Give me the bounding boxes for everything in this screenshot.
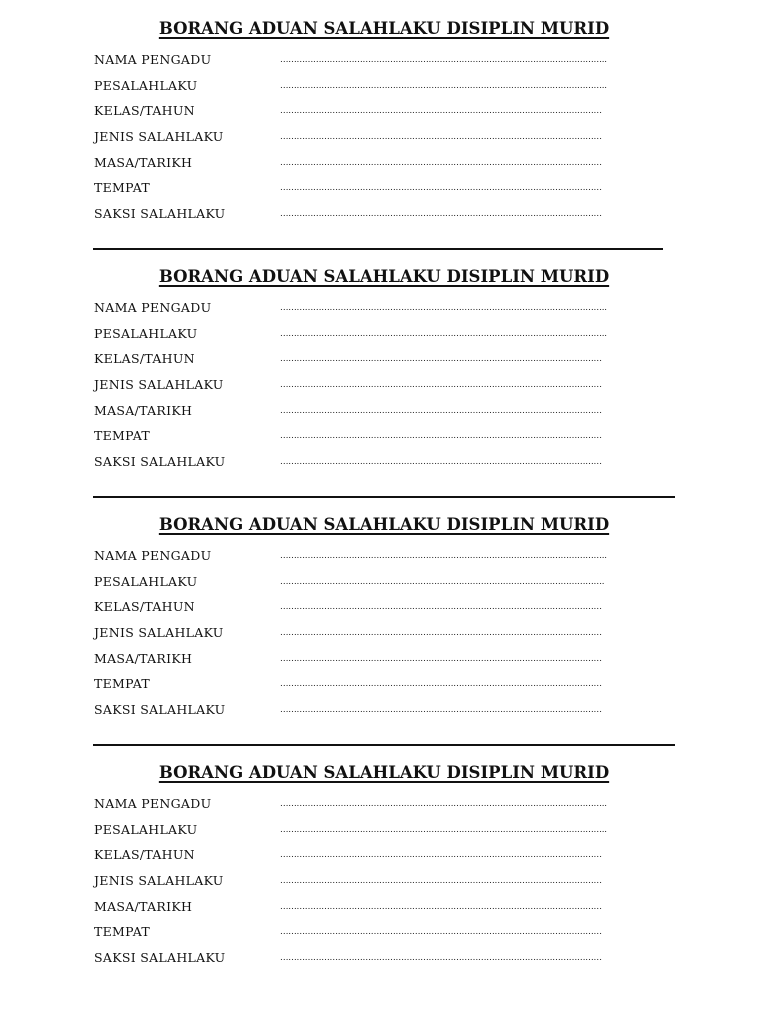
field-pesalahlaku xyxy=(94,572,694,592)
field-label: MASA/TARIKH xyxy=(94,651,193,666)
field-saksi-salahlaku xyxy=(94,700,694,720)
fill-in-line[interactable]: ……………………………………………………………………………………………………… xyxy=(280,406,602,416)
field-label: TEMPAT xyxy=(94,180,151,195)
fill-in-line[interactable]: ……………………………………………………………………………………………………….. xyxy=(280,303,607,313)
section-divider xyxy=(93,744,675,746)
fill-in-line[interactable]: ……………………………………………………………………………………………………… xyxy=(280,132,602,142)
fill-in-line[interactable]: ……………………………………………………………………………………………………….. xyxy=(280,81,607,91)
field-jenis-salahlaku xyxy=(94,375,694,395)
field-label: KELAS/TAHUN xyxy=(94,847,195,862)
fill-in-line[interactable]: ……………………………………………………………………………………………………… xyxy=(280,876,602,886)
field-tempat xyxy=(94,178,694,198)
fill-in-line[interactable]: ………………………………………………………………………………………………………. xyxy=(280,577,605,587)
field-tempat xyxy=(94,674,694,694)
fill-in-line[interactable]: ……………………………………………………………………………………………………… xyxy=(280,431,602,441)
fill-in-line[interactable]: ……………………………………………………………………………………………………… xyxy=(280,354,602,364)
field-tempat xyxy=(94,922,694,942)
field-pesalahlaku xyxy=(94,76,694,96)
field-label: PESALAHLAKU xyxy=(94,822,198,837)
fill-in-line[interactable]: ……………………………………………………………………………………………………… xyxy=(280,654,602,664)
fill-in-line[interactable]: ……………………………………………………………………………………………………… xyxy=(280,183,602,193)
field-label: NAMA PENGADU xyxy=(94,300,212,315)
form-title: BORANG ADUAN SALAHLAKU DISIPLIN MURID xyxy=(158,515,610,534)
field-label: JENIS SALAHLAKU xyxy=(94,129,224,144)
fill-in-line[interactable]: ……………………………………………………………………………………………………….. xyxy=(280,329,607,339)
fill-in-line[interactable]: ……………………………………………………………………………………………………… xyxy=(280,602,602,612)
field-jenis-salahlaku xyxy=(94,871,694,891)
fill-in-line[interactable]: ……………………………………………………………………………………………………… xyxy=(280,106,602,116)
field-kelas-tahun xyxy=(94,101,694,121)
field-nama-pengadu xyxy=(94,546,694,566)
fill-in-line[interactable]: ……………………………………………………………………………………………………….. xyxy=(280,551,607,561)
field-masa-tarikh xyxy=(94,153,694,173)
field-saksi-salahlaku xyxy=(94,204,694,224)
fill-in-line[interactable]: ……………………………………………………………………………………………………… xyxy=(280,380,602,390)
field-label: JENIS SALAHLAKU xyxy=(94,377,224,392)
fill-in-line[interactable]: ……………………………………………………………………………………………………… xyxy=(280,457,602,467)
fill-in-line[interactable]: ……………………………………………………………………………………………………… xyxy=(280,927,602,937)
field-label: PESALAHLAKU xyxy=(94,326,198,341)
field-saksi-salahlaku xyxy=(94,452,694,472)
field-masa-tarikh xyxy=(94,649,694,669)
field-masa-tarikh xyxy=(94,401,694,421)
field-label: JENIS SALAHLAKU xyxy=(94,873,224,888)
field-label: MASA/TARIKH xyxy=(94,155,193,170)
field-masa-tarikh xyxy=(94,897,694,917)
field-tempat xyxy=(94,426,694,446)
field-label: PESALAHLAKU xyxy=(94,574,198,589)
form-title: BORANG ADUAN SALAHLAKU DISIPLIN MURID xyxy=(158,763,610,782)
field-saksi-salahlaku xyxy=(94,948,694,968)
field-kelas-tahun xyxy=(94,845,694,865)
field-label: MASA/TARIKH xyxy=(94,899,193,914)
field-kelas-tahun xyxy=(94,349,694,369)
form-title: BORANG ADUAN SALAHLAKU DISIPLIN MURID xyxy=(158,19,610,38)
field-label: NAMA PENGADU xyxy=(94,548,212,563)
fill-in-line[interactable]: ……………………………………………………………………………………………………… xyxy=(280,953,602,963)
field-pesalahlaku xyxy=(94,820,694,840)
fill-in-line[interactable]: ……………………………………………………………………………………………………… xyxy=(280,902,602,912)
field-label: NAMA PENGADU xyxy=(94,796,212,811)
field-jenis-salahlaku xyxy=(94,623,694,643)
field-label: PESALAHLAKU xyxy=(94,78,198,93)
field-label: TEMPAT xyxy=(94,924,151,939)
field-label: TEMPAT xyxy=(94,676,151,691)
fill-in-line[interactable]: ……………………………………………………………………………………………………… xyxy=(280,705,602,715)
field-label: TEMPAT xyxy=(94,428,151,443)
field-label: KELAS/TAHUN xyxy=(94,103,195,118)
section-divider xyxy=(93,496,675,498)
field-nama-pengadu xyxy=(94,50,694,70)
field-jenis-salahlaku xyxy=(94,127,694,147)
field-nama-pengadu xyxy=(94,794,694,814)
fill-in-line[interactable]: ……………………………………………………………………………………………………… xyxy=(280,679,602,689)
fill-in-line[interactable]: ……………………………………………………………………………………………………….. xyxy=(280,799,607,809)
field-label: JENIS SALAHLAKU xyxy=(94,625,224,640)
field-label: SAKSI SALAHLAKU xyxy=(94,950,226,965)
fill-in-line[interactable]: ……………………………………………………………………………………………………… xyxy=(280,628,602,638)
field-label: SAKSI SALAHLAKU xyxy=(94,454,226,469)
field-label: KELAS/TAHUN xyxy=(94,599,195,614)
field-label: NAMA PENGADU xyxy=(94,52,212,67)
field-label: SAKSI SALAHLAKU xyxy=(94,702,226,717)
form-title: BORANG ADUAN SALAHLAKU DISIPLIN MURID xyxy=(158,267,610,286)
field-label: KELAS/TAHUN xyxy=(94,351,195,366)
section-divider xyxy=(93,248,663,250)
field-pesalahlaku xyxy=(94,324,694,344)
field-label: SAKSI SALAHLAKU xyxy=(94,206,226,221)
fill-in-line[interactable]: ……………………………………………………………………………………………………….. xyxy=(280,55,607,65)
field-label: MASA/TARIKH xyxy=(94,403,193,418)
field-nama-pengadu xyxy=(94,298,694,318)
fill-in-line[interactable]: ……………………………………………………………………………………………………… xyxy=(280,209,602,219)
fill-in-line[interactable]: ……………………………………………………………………………………………………….. xyxy=(280,825,607,835)
fill-in-line[interactable]: ……………………………………………………………………………………………………… xyxy=(280,850,602,860)
fill-in-line[interactable]: ……………………………………………………………………………………………………… xyxy=(280,158,602,168)
field-kelas-tahun xyxy=(94,597,694,617)
